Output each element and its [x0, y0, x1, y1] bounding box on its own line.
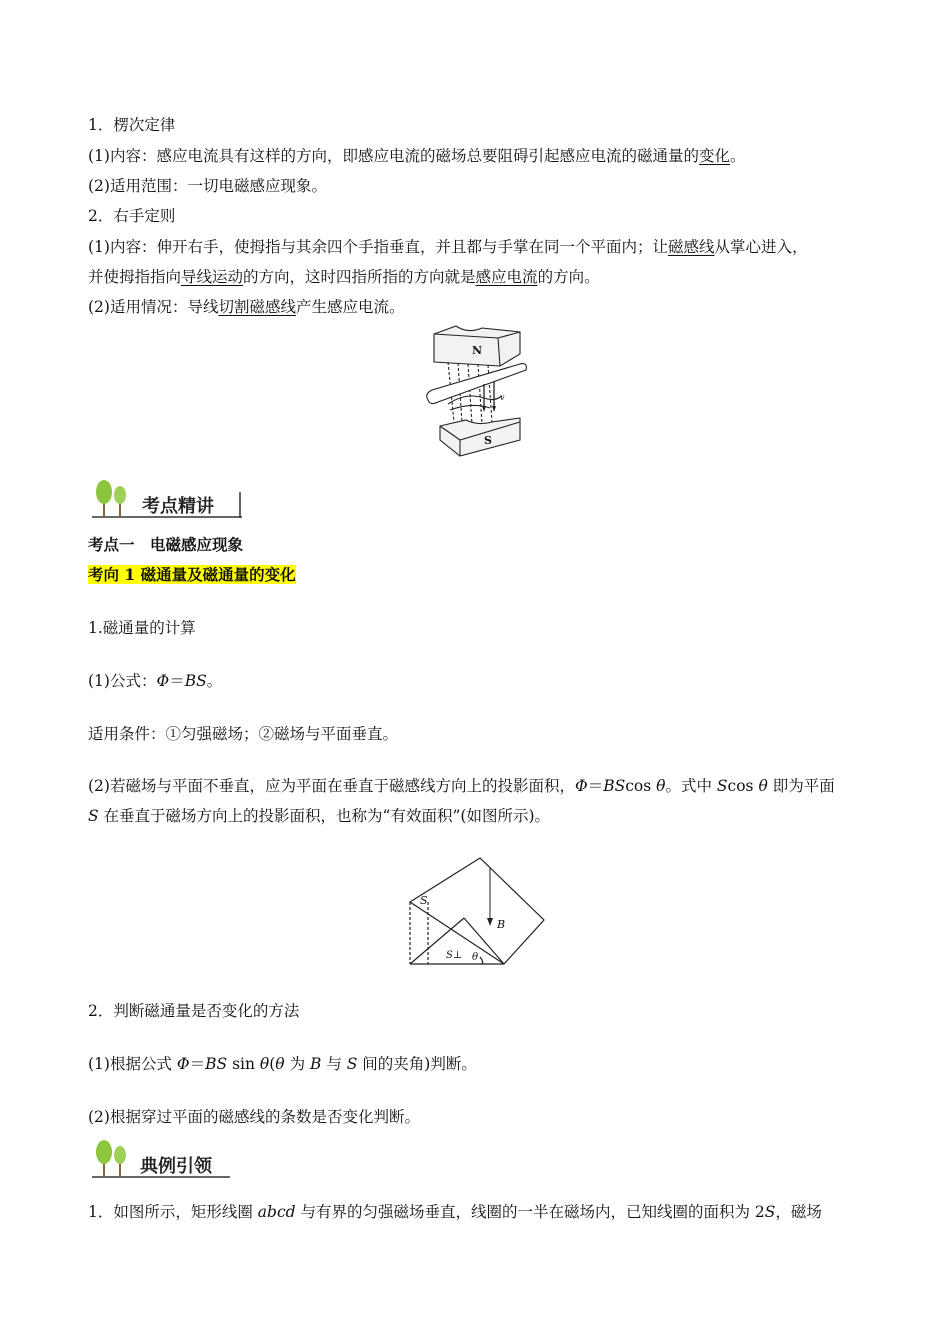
- magnet-figure: [420, 322, 530, 460]
- north-pole-label: N: [472, 344, 483, 357]
- direction-title: 考向 1 磁通量及磁通量的变化: [88, 565, 296, 584]
- example-question: 1．如图所示，矩形线圈 abcd 与有界的匀强磁场垂直，线圈的一半在磁场内，已知线圈的面积为 2S，磁场: [88, 1203, 822, 1221]
- banner-examples: [88, 1138, 238, 1182]
- angle-label: θ: [472, 952, 479, 963]
- flux-formula: (1)公式：Φ＝BS。: [88, 672, 223, 690]
- plane-area-label: S: [420, 894, 428, 907]
- judge-method1: (1)根据公式 Φ＝BS sin θ(θ 为 B 与 S 间的夹角)判断。: [88, 1055, 477, 1073]
- point-title: 考点一 电磁感应现象: [88, 535, 244, 554]
- velocity-label: v: [500, 393, 505, 402]
- heading-lenz-law: 1．楞次定律: [88, 116, 176, 134]
- lenz-scope: (2)适用范围：一切电磁感应现象。: [88, 177, 327, 195]
- judge-heading: 2．判断磁通量是否变化的方法: [88, 1002, 300, 1020]
- flux-nonperpendicular-line2: S 在垂直于磁场方向上的投影面积，也称为“有效面积”(如图所示)。: [88, 807, 550, 825]
- banner-key-points: [88, 478, 248, 522]
- flux-nonperpendicular-line1: (2)若磁场与平面不垂直，应为平面在垂直于磁感线方向上的投影面积，Φ＝BScos θ。式中 Scos θ 即为平面: [88, 777, 835, 795]
- projected-area-label: S⊥: [446, 950, 463, 961]
- judge-method2: (2)根据穿过平面的磁感线的条数是否变化判断。: [88, 1108, 420, 1126]
- underlined-term: 变化: [698, 147, 730, 165]
- banner-title: 典例引领: [140, 1156, 212, 1177]
- flux-conditions: 适用条件：①匀强磁场；②磁场与平面垂直。: [88, 725, 399, 743]
- flux-calc-heading: 1.磁通量的计算: [88, 619, 196, 637]
- right-hand-usage: (2)适用情况：导线切割磁感线产生感应电流。: [88, 298, 405, 316]
- lenz-content: (1)内容：感应电流具有这样的方向，即感应电流的磁场总要阻碍引起感应电流的磁通量的变化。: [88, 147, 746, 165]
- right-hand-content-line1: (1)内容：伸开右手，使拇指与其余四个手指垂直，并且都与手掌在同一个平面内；让磁感线从掌心进入，: [88, 238, 808, 256]
- field-label: B: [497, 918, 506, 931]
- right-hand-content-line2: 并使拇指指向导线运动的方向，这时四指所指的方向就是感应电流的方向。: [88, 268, 600, 286]
- heading-right-hand-rule: 2．右手定则: [88, 207, 176, 225]
- effective-area-figure: [404, 852, 549, 970]
- banner-title: 考点精讲: [142, 496, 214, 517]
- south-pole-label: S: [484, 434, 492, 447]
